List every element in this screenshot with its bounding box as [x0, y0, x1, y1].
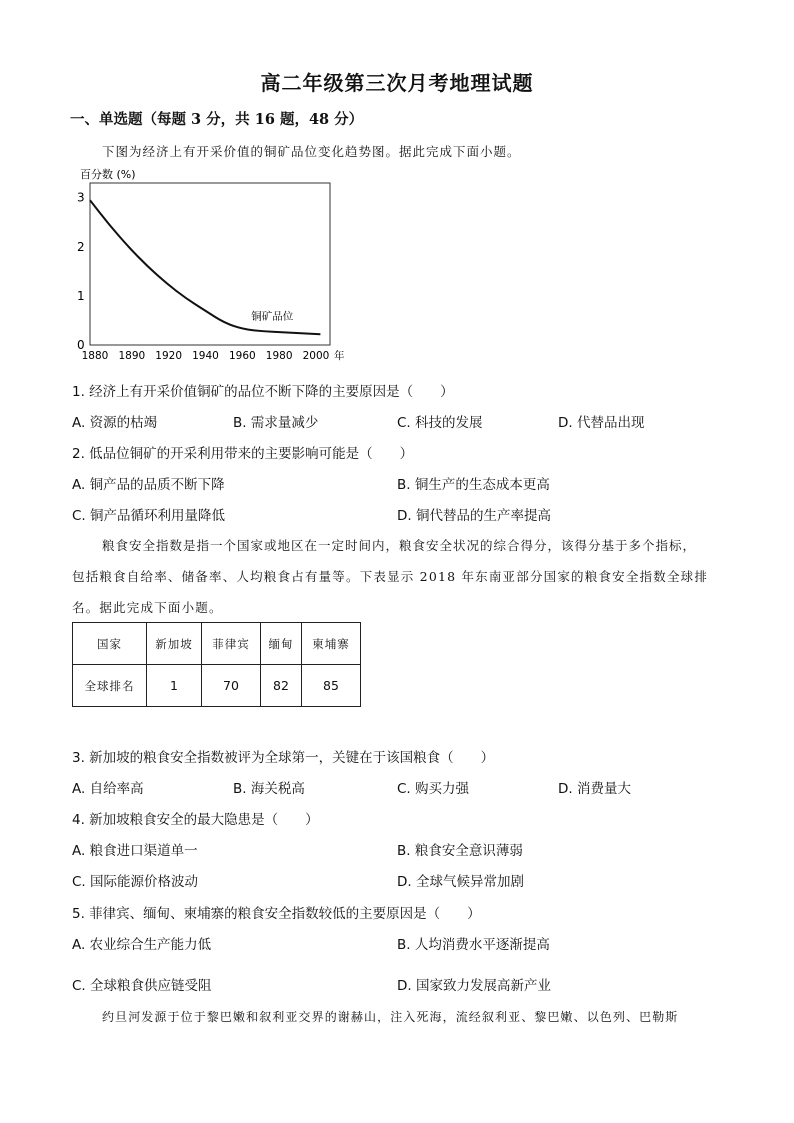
y-tick-label: 0 — [77, 338, 85, 352]
table-cell: 70 — [202, 665, 261, 707]
table-cell: 82 — [261, 665, 302, 707]
q5-option-d[interactable]: D. 国家致力发展高新产业 — [397, 978, 551, 994]
q4-option-b[interactable]: B. 粮食安全意识薄弱 — [397, 843, 523, 859]
question-4: 4. 新加坡粮食安全的最大隐患是（ ） — [72, 812, 319, 828]
x-tick-label: 1980 — [265, 350, 293, 362]
q2-option-d[interactable]: D. 铜代替品的生产率提高 — [397, 508, 551, 524]
q2-option-b[interactable]: B. 铜生产的生态成本更高 — [397, 477, 550, 493]
q2-option-c[interactable]: C. 铜产品循环利用量降低 — [72, 508, 226, 524]
x-axis-unit: 年 — [334, 350, 345, 362]
question-2: 2. 低品位铜矿的开采利用带来的主要影响可能是（ ） — [72, 446, 414, 462]
y-tick-label: 2 — [77, 239, 85, 254]
x-tick-label: 1960 — [228, 350, 256, 362]
y-tick-label: 1 — [77, 288, 85, 303]
food-security-table — [72, 622, 361, 707]
q3-option-d[interactable]: D. 消费量大 — [558, 781, 631, 797]
intro-paragraph-2-line-2: 包括粮食自给率、储备率、人均粮食占有量等。下表显示 2018 年东南亚部分国家的粮食安全指数全球排 — [72, 569, 709, 584]
table-header-cell: 菲律宾 — [202, 623, 261, 665]
table-cell: 1 — [147, 665, 202, 707]
table-row — [73, 665, 361, 707]
plot-frame — [90, 183, 330, 345]
x-tick-label: 2000 — [302, 350, 330, 362]
q4-option-d[interactable]: D. 全球气候异常加剧 — [397, 874, 524, 890]
q4-option-a[interactable]: A. 粮食进口渠道单一 — [72, 843, 198, 859]
q1-option-a[interactable]: A. 资源的枯竭 — [72, 415, 158, 431]
intro-paragraph-2-line-1: 粮食安全指数是指一个国家或地区在一定时间内，粮食安全状况的综合得分，该得分基于多个指标， — [102, 538, 697, 553]
table-cell: 全球排名 — [73, 665, 147, 707]
table-header-cell: 国家 — [73, 623, 147, 665]
q3-option-c[interactable]: C. 购买力强 — [397, 781, 470, 797]
x-tick-label: 1890 — [118, 350, 146, 362]
q3-option-a[interactable]: A. 自给率高 — [72, 781, 144, 797]
table-header-cell: 缅甸 — [261, 623, 302, 665]
page-title: 高二年级第三次月考地理试题 — [260, 71, 534, 95]
question-1: 1. 经济上有开采价值铜矿的品位不断下降的主要原因是（ ） — [72, 384, 454, 400]
q5-option-a[interactable]: A. 农业综合生产能力低 — [72, 937, 212, 953]
q5-option-c[interactable]: C. 全球粮食供应链受阻 — [72, 978, 212, 994]
question-3: 3. 新加坡的粮食安全指数被评为全球第一，关键在于该国粮食（ ） — [72, 750, 495, 766]
q3-option-b[interactable]: B. 海关税高 — [233, 781, 305, 797]
table-header-cell: 新加坡 — [147, 623, 202, 665]
table-header-row — [73, 623, 361, 665]
question-5: 5. 菲律宾、缅甸、柬埔寨的粮食安全指数较低的主要原因是（ ） — [72, 906, 481, 922]
intro-paragraph-3: 约旦河发源于位于黎巴嫩和叙利亚交界的谢赫山，注入死海，流经叙利亚、黎巴嫩、以色列、巴勒斯 — [102, 1010, 679, 1024]
y-tick-label: 3 — [77, 190, 85, 205]
table-header-cell: 柬埔寨 — [302, 623, 361, 665]
intro-paragraph-2-line-3: 名。据此完成下面小题。 — [72, 600, 223, 615]
intro-paragraph-1: 下图为经济上有开采价值的铜矿品位变化趋势图。据此完成下面小题。 — [102, 144, 521, 159]
q5-option-b[interactable]: B. 人均消费水平逐渐提高 — [397, 937, 550, 953]
section-heading: 一、单选题（每题 3 分，共 16 题，48 分） — [70, 111, 364, 128]
curve-label: 铜矿品位 — [251, 310, 294, 323]
q4-option-c[interactable]: C. 国际能源价格波动 — [72, 874, 199, 890]
y-axis-label: 百分数 (%) — [80, 168, 136, 181]
x-tick-label: 1920 — [155, 350, 183, 362]
q1-option-d[interactable]: D. 代替品出现 — [558, 415, 645, 431]
q1-option-c[interactable]: C. 科技的发展 — [397, 415, 483, 431]
q2-option-a[interactable]: A. 铜产品的品质不断下降 — [72, 477, 225, 493]
q1-option-b[interactable]: B. 需求量减少 — [233, 415, 319, 431]
x-tick-label: 1880 — [81, 350, 109, 362]
x-tick-label: 1940 — [192, 350, 219, 362]
table-cell: 85 — [302, 665, 361, 707]
copper-grade-chart — [72, 163, 352, 373]
